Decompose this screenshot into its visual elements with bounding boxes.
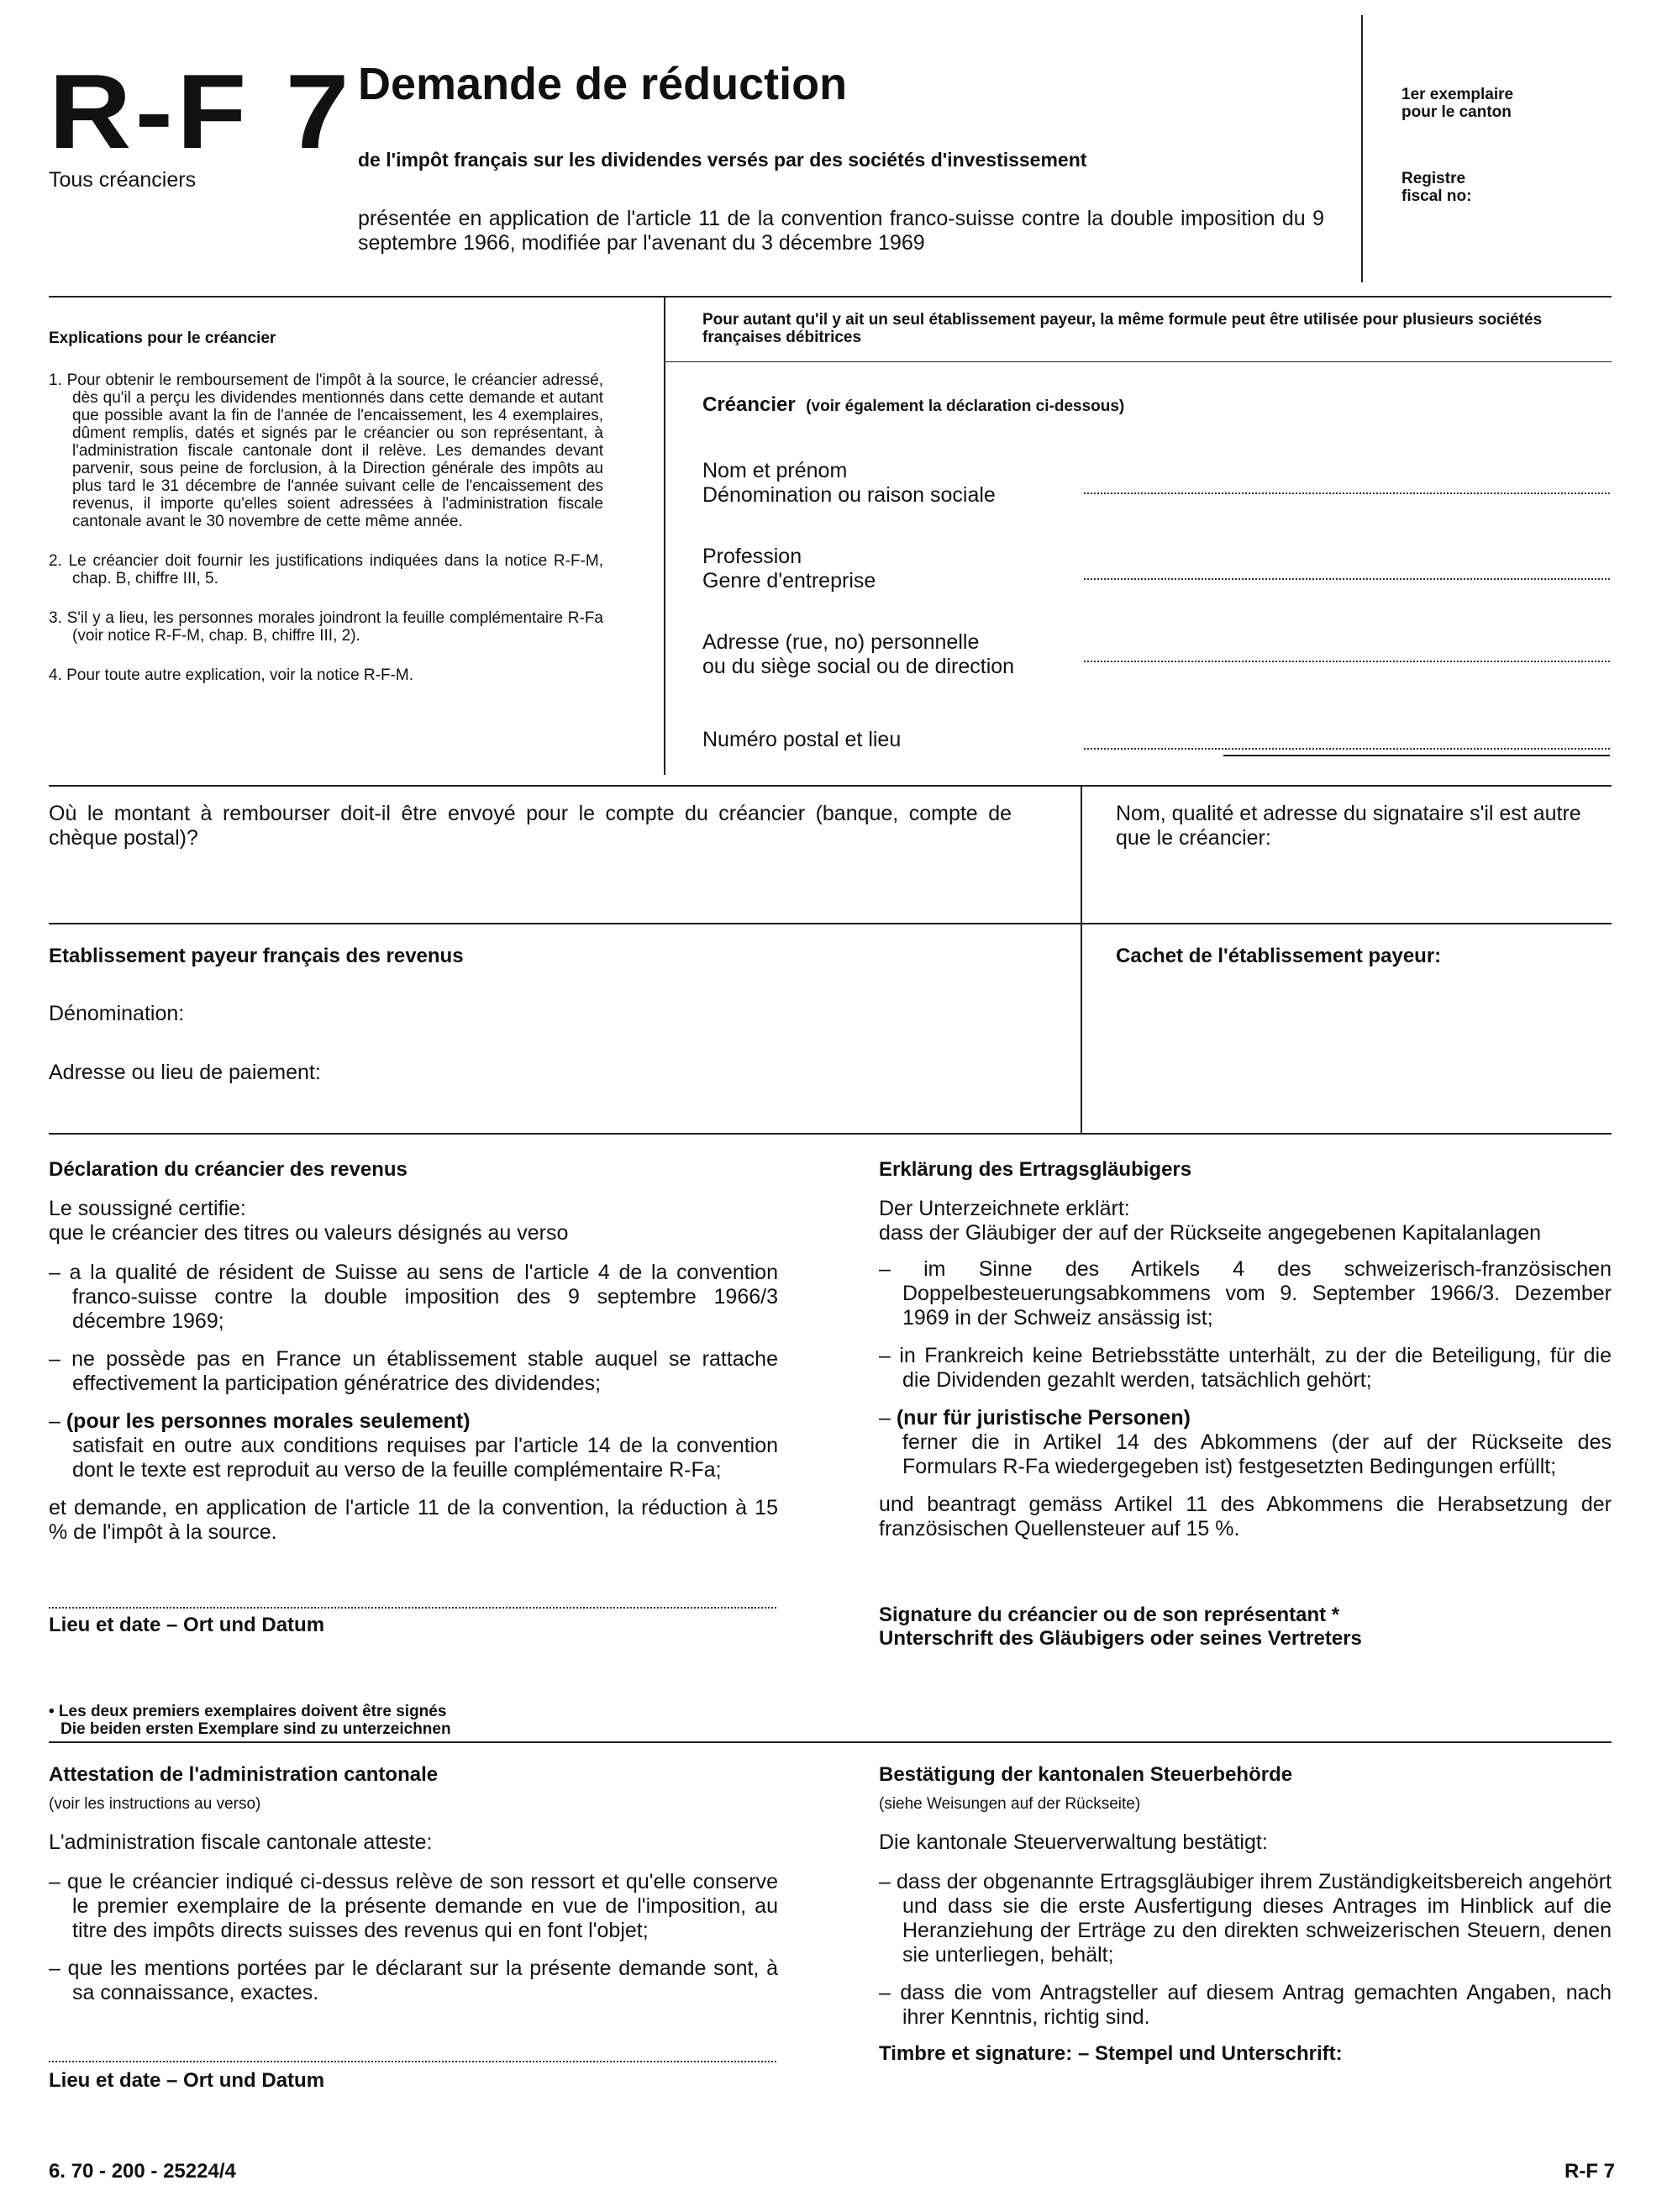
declaration-bottom-rule <box>49 1741 1612 1743</box>
declaration-fr-place-date-field[interactable] <box>49 1607 776 1609</box>
form-subtitle: de l'impôt français sur les dividendes versés par des sociétés d'investissement <box>358 149 1087 171</box>
address-label: Adresse (rue, no) personnelle ou du siège social ou de direction <box>702 630 1015 678</box>
payment-where-label: Où le montant à rembourser doit-il être envoyé pour le compte du créancier (banque, compte de chèque postal)? <box>49 802 1012 850</box>
creditor-bottom-rule <box>49 785 1612 787</box>
copy-label: 1er exemplaire pour le canton <box>1401 86 1514 121</box>
payment-bottom-rule <box>49 923 1612 924</box>
declaration-de-title: Erklärung des Ertragsgläubigers <box>879 1158 1192 1181</box>
attestation-de-item: – dass der obgenannte Ertragsgläubiger ihrem Zuständigkeitsbereich angehört und dass sie die erste Ausfertigung dieses Antrages im Hinblick auf die Heranziehung der Erträge zu den direkten schweizerischen Steuern, denen sie unterliegen, behält; <box>879 1870 1612 1967</box>
header-bottom-rule <box>49 296 1612 298</box>
attestation-fr-subtitle: (voir les instructions au verso) <box>49 1795 261 1813</box>
explanation-item: 4. Pour toute autre explication, voir la notice R-F-M. <box>49 666 414 684</box>
profession-field[interactable] <box>1084 578 1610 580</box>
attestation-de-body: Die kantonale Steuerverwaltung bestätigt: – dass der obgenannte Ertragsgläubiger ihrem Zuständigkeitsbereich angehört und dass sie die erste Ausfertigung dieses Antrages im Hinblick auf die Heranziehung der Erträge zu den direkten schweizerischen Steuern, denen sie unterliegen, behält; – dass die vom Antragsteller auf diesem Antrag gemachten Angaben, nach ihrer Kenntnis, richtig sind. <box>879 1830 1612 2043</box>
signatory-label: Nom, qualité et adresse du signataire s'il est autre que le créancier: <box>1116 802 1581 850</box>
payer-bottom-rule <box>49 1133 1612 1135</box>
postal-label: Numéro postal et lieu <box>702 728 902 751</box>
registre-label: Registre fiscal no: <box>1401 170 1472 205</box>
attestation-fr-item: – que le créancier indiqué ci-dessus relève de son ressort et qu'elle conserve le premier exemplaire de la présente demande en vue de l'imposition, au titre des impôts directs suisses des revenus qui en font l'objet; <box>49 1870 778 1943</box>
declaration-de-item: – (nur für juristische Personen) ferner die in Artikel 14 des Abkommens (der auf der Rückseite des Formulars R-Fa wiedergegeben ist) festgesetzten Bedingungen erfüllt; <box>879 1406 1612 1479</box>
payer-title: Etablissement payeur français des revenus <box>49 945 464 967</box>
attestation-fr-place-date-field[interactable] <box>49 2061 776 2062</box>
form-code-large: R-F 7 <box>49 52 353 171</box>
profession-label: Profession Genre d'entreprise <box>702 545 876 592</box>
postal-field[interactable] <box>1084 748 1610 750</box>
attestation-de-stamp-label: Timbre et signature: – Stempel und Unterschrift: <box>879 2042 1343 2065</box>
declaration-fr-body: Le soussigné certifie: que le créancier des titres ou valeurs désignés au verso – a la qualité de résident de Suisse au sens de l'article 4 de la convention franco-suisse contre la double imposition des 9 septembre 1966/3 décembre 1969; – ne possède pas en France un établissement stable auquel se rattache effectivement la participation génératrice des dividendes; – (pour les personnes morales seulement) satisfait en outre aux conditions requises par l'article 14 de la convention dont le texte est reproduit au verso de la feuille complémentaire R-Fa; et demande, en application de l'article 11 de la convention, la réduction à 15 % de l'impôt à la source. <box>49 1197 778 1545</box>
declaration-de-item: – in Frankreich keine Betriebsstätte unterhält, zu der die Beteiligung, für die die Dividenden gezahlt werden, tatsächlich gehört; <box>879 1344 1612 1393</box>
explanation-item: 1. Pour obtenir le remboursement de l'impôt à la source, le créancier adressé, dès qu'il a perçu les dividendes mentionnés dans cette demande et autant que possible avant la fin de l'année de l'encaissement, les 4 exemplaires, dûment remplis, datés et signés par le créancier ou son représentant, à l'administration fiscale cantonale dont il relève. Les demandes devant parvenir, sous peine de forclusion, à la Direction générale des impôts au plus tard le 31 décembre de l'année suivant celle de l'encaissement des revenus, il importe qu'elles soient adressées à l'administration fiscale cantonale avant le 30 novembre de cette même année. <box>49 371 603 530</box>
form-title: Demande de réduction <box>358 59 848 109</box>
presented-text: présentée en application de l'article 11 de la convention franco-suisse contre la double imposition du 9 septembre 1966, modifiée par l'avenant du 3 décembre 1969 <box>358 207 1324 255</box>
payment-divider <box>1081 785 1082 1133</box>
name-label: Nom et prénom Dénomination ou raison sociale <box>702 459 996 507</box>
attestation-de-title: Bestätigung der kantonalen Steuerbehörde <box>879 1763 1293 1786</box>
postal-underline <box>1223 755 1610 756</box>
declaration-fr-item: – ne possède pas en France un établissement stable auquel se rattache effectivement la participation génératrice des dividendes; <box>49 1347 778 1396</box>
payer-denomination-label: Dénomination: <box>49 1002 185 1025</box>
attestation-fr-item: – que les mentions portées par le déclarant sur la présente demande sont, à sa connaissance, exactes. <box>49 1957 778 2005</box>
declaration-fr-place-date-label: Lieu et date – Ort und Datum <box>49 1614 325 1636</box>
signature-label: Signature du créancier ou de son représentant * Unterschrift des Gläubigers oder seines Vertreters <box>879 1604 1362 1650</box>
explanations-title: Explications pour le créancier <box>49 329 276 347</box>
name-field[interactable] <box>1084 492 1610 494</box>
declaration-fr-item: – (pour les personnes morales seulement) satisfait en outre aux conditions requises par l'article 14 de la convention dont le texte est reproduit au verso de la feuille complémentaire R-Fa; <box>49 1409 778 1483</box>
attestation-de-item: – dass die vom Antragsteller auf diesem Antrag gemachten Angaben, nach ihrer Kenntnis, richtig sind. <box>879 1981 1612 2030</box>
audience-label: Tous créanciers <box>49 168 197 192</box>
explanation-item: 3. S'il y a lieu, les personnes morales joindront la feuille complémentaire R-Fa (voir notice R-F-M, chap. B, chiffre III, 2). <box>49 609 603 645</box>
attestation-fr-body: L'administration fiscale cantonale atteste: – que le créancier indiqué ci-dessus relève de son ressort et qu'elle conserve le premier exemplaire de la présente demande en vue de l'imposition, au titre des impôts directs suisses des revenus qui en font l'objet; – que les mentions portées par le déclarant sur la présente demande sont, à sa connaissance, exactes. <box>49 1830 778 2019</box>
header-divider <box>1361 15 1363 282</box>
declaration-fr-item: – a la qualité de résident de Suisse au sens de l'article 4 de la convention franco-suisse contre la double imposition des 9 septembre 1966/3 décembre 1969; <box>49 1261 778 1334</box>
explanations-list <box>49 371 603 706</box>
payer-address-label: Adresse ou lieu de paiement: <box>49 1061 321 1084</box>
attestation-de-subtitle: (siehe Weisungen auf der Rückseite) <box>879 1795 1141 1813</box>
declaration-de-body: Der Unterzeichnete erklärt: dass der Gläubiger der auf der Rückseite angegebenen Kapitalanlagen – im Sinne des Artikels 4 des schweizerisch-französischen Doppelbesteuerungsabkommens vom 9. September 1966/3. Dezember 1969 in der Schweiz ansässig ist; – in Frankreich keine Betriebsstätte unterhält, zu der die Beteiligung, für die die Dividenden gezahlt werden, tatsächlich gehört; – (nur für juristische Personen) ferner die in Artikel 14 des Abkommens (der auf der Rückseite des Formulars R-Fa wiedergegeben ist) festgesetzten Bedingungen erfüllt; und beantragt gemäss Artikel 11 des Abkommens die Herabsetzung der französischen Quellensteuer auf 15 %. <box>879 1197 1612 1541</box>
attestation-fr-place-date-label: Lieu et date – Ort und Datum <box>49 2069 325 2092</box>
creditor-note: Pour autant qu'il y ait un seul établissement payeur, la même formule peut être utilisée pour plusieurs sociétés françaises débitrices <box>702 311 1543 346</box>
signature-footnote: • Les deux premiers exemplaires doivent être signés Die beiden ersten Exemplare sind zu unterzeichnen <box>49 1703 451 1738</box>
footer-form-code: R-F 7 <box>1564 2160 1615 2183</box>
attestation-fr-title: Attestation de l'administration cantonale <box>49 1763 439 1786</box>
print-code: 6. 70 - 200 - 25224/4 <box>49 2160 236 2183</box>
creditor-title: Créancier (voir également la déclaration ci-dessous) <box>702 393 1125 416</box>
declaration-fr-title: Déclaration du créancier des revenus <box>49 1158 408 1181</box>
payer-stamp-label: Cachet de l'établissement payeur: <box>1116 945 1442 967</box>
explanation-item: 2. Le créancier doit fournir les justifications indiquées dans la notice R-F-M, chap. B, chiffre III, 5. <box>49 552 603 587</box>
explanations-divider <box>664 296 665 775</box>
declaration-de-item: – im Sinne des Artikels 4 des schweizerisch-französischen Doppelbesteuerungsabkommens vom 9. September 1966/3. Dezember 1969 in der Schweiz ansässig ist; <box>879 1257 1612 1330</box>
creditor-note-rule <box>665 361 1612 362</box>
address-field[interactable] <box>1084 661 1610 662</box>
